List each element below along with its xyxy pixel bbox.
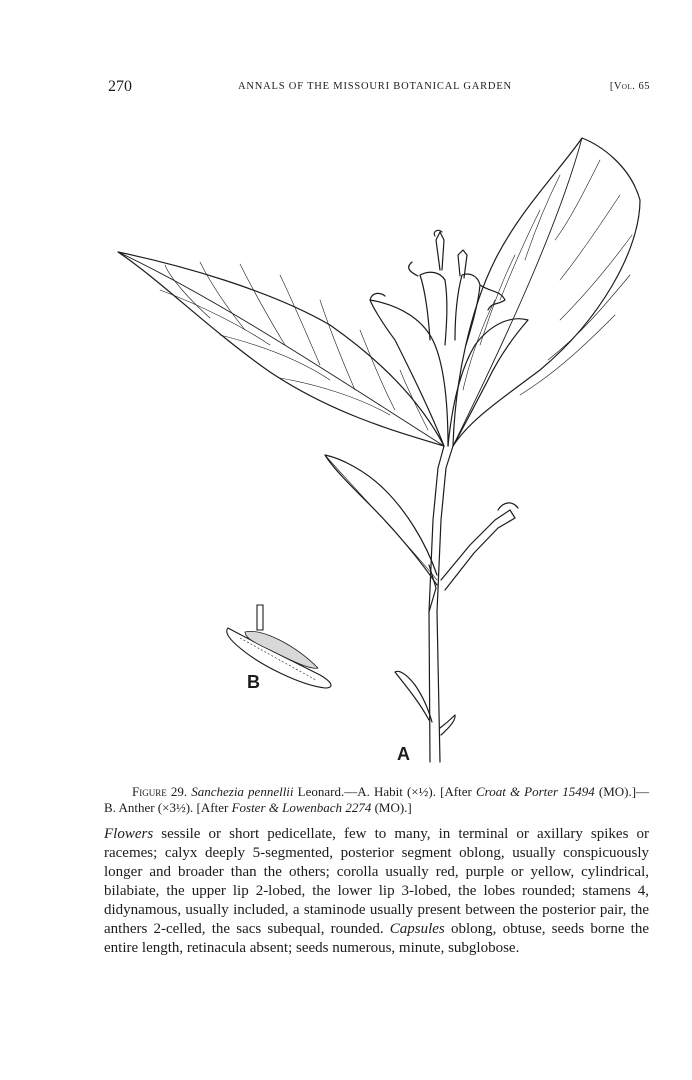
page-header xyxy=(0,78,692,100)
figure-label-a: A xyxy=(397,744,410,764)
term-capsules: Capsules xyxy=(389,921,445,937)
specimen-b: 2274 xyxy=(345,800,372,815)
body-text-1: sessile or short pedicellate, few to many, in terminal or axillary spikes or racemes; calyx deeply 5-segmented, posterior segment oblong, usually conspicuously longer and broader than the others; corolla usually red, purple or yellow, cylindrical, bilabiate, the upper lip 2-lobed, the lower lip 3-lobed, the lobes rounded; stamens 4, didynamous, usually included, a staminode usually present between the posterior pair, the anthers 2-celled, the sacs subequal, rounded. xyxy=(104,826,650,937)
specimen-a: 15494 xyxy=(562,784,595,799)
caption-end: (MO).] xyxy=(374,800,412,815)
right-leaf xyxy=(453,138,640,446)
volume-label: [Vol. 65 xyxy=(609,81,650,92)
left-leaf xyxy=(118,252,444,446)
page-number: 270 xyxy=(108,78,132,95)
lower-leaf xyxy=(325,455,437,585)
anther-detail xyxy=(227,605,331,688)
collector-b: Foster & Lowenbach xyxy=(231,800,343,815)
axillary-branch xyxy=(441,503,518,590)
figure-label-b: B xyxy=(247,672,260,692)
running-head: ANNALS OF THE MISSOURI BOTANICAL GARDEN xyxy=(238,81,512,92)
species-name: Sanchezia pennellii xyxy=(191,784,294,799)
figure-caption xyxy=(104,784,649,816)
base-leaves xyxy=(395,671,455,735)
caption-mid: (MO).]—B. Anther (×3½). [After xyxy=(104,784,650,815)
main-stem xyxy=(429,446,453,762)
term-flowers: Flowers xyxy=(104,826,154,842)
collector-a: Croat & Porter xyxy=(475,784,559,799)
caption-part-a: Leonard.—A. Habit (×½). [After xyxy=(297,784,472,799)
figure-number: Figure 29. xyxy=(132,784,188,799)
body-paragraph xyxy=(104,825,649,958)
body-text-2: oblong, obtuse, seeds borne the entire length, retinacula absent; seeds numerous, minute, subglobose. xyxy=(104,921,649,956)
botanical-illustration xyxy=(0,120,692,770)
